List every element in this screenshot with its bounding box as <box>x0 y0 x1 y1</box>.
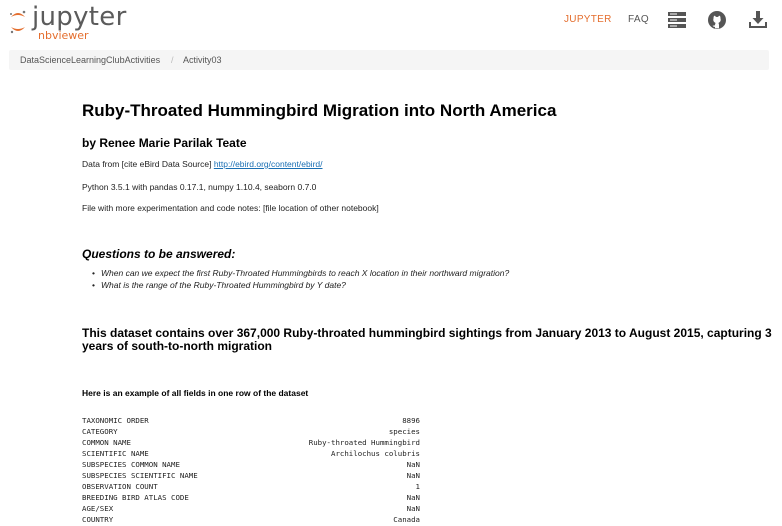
logo-subtext: nbviewer <box>38 29 89 42</box>
data-source-text: Data from [cite eBird Data Source] <box>82 159 214 169</box>
breadcrumb <box>9 50 769 70</box>
server-icon[interactable] <box>667 10 687 30</box>
jupyter-logo[interactable] <box>8 3 128 41</box>
jupyter-logo-icon <box>8 9 28 35</box>
field-row <box>82 515 420 526</box>
data-source-line <box>82 159 323 169</box>
field-name: COUNTRY <box>82 515 114 524</box>
notebook-title: Ruby-Throated Hummingbird Migration into North America <box>82 101 557 120</box>
breadcrumb-item-activity03[interactable]: Activity03 <box>183 55 222 65</box>
field-name: COMMON NAME <box>82 438 131 447</box>
question-text: What is the range of the Ruby-Throated Hummingbird by Y date? <box>101 280 346 290</box>
field-value: 8896 <box>402 416 420 425</box>
nav-link-faq[interactable]: FAQ <box>628 14 649 25</box>
download-icon[interactable] <box>748 10 768 30</box>
questions-heading: Questions to be answered: <box>82 247 236 261</box>
github-icon[interactable] <box>707 10 727 30</box>
example-heading: Here is an example of all fields in one row of the dataset <box>82 388 309 398</box>
field-name: SCIENTIFIC NAME <box>82 449 149 458</box>
breadcrumb-separator: / <box>171 55 174 65</box>
field-name: CATEGORY <box>82 427 118 436</box>
field-row <box>82 427 420 438</box>
field-row <box>82 482 420 493</box>
field-value: Ruby-throated Hummingbird <box>308 438 420 447</box>
field-value: Canada <box>393 515 420 524</box>
nav-link-jupyter[interactable]: JUPYTER <box>564 14 612 25</box>
question-item: • What is the range of the Ruby-Throated Hummingbird by Y date? <box>92 280 346 290</box>
file-note-line: File with more experimentation and code notes: [file location of other notebook] <box>82 203 379 213</box>
ebird-link[interactable]: http://ebird.org/content/ebird/ <box>213 159 323 169</box>
dataset-row-output <box>82 416 420 526</box>
field-value: NaN <box>406 471 420 480</box>
versions-line: Python 3.5.1 with pandas 0.17.1, numpy 1.10.4, seaborn 0.7.0 <box>82 182 317 192</box>
field-value: NaN <box>406 493 420 502</box>
field-name: OBSERVATION COUNT <box>82 482 158 491</box>
field-name: SUBSPECIES COMMON NAME <box>82 460 180 469</box>
breadcrumb-item-datascience[interactable]: DataScienceLearningClubActivities <box>20 55 161 65</box>
field-row <box>82 471 420 482</box>
field-row <box>82 504 420 515</box>
questions-list <box>82 268 509 292</box>
field-name: SUBSPECIES SCIENTIFIC NAME <box>82 471 198 480</box>
field-name: TAXONOMIC ORDER <box>82 416 149 425</box>
field-name: BREEDING BIRD ATLAS CODE <box>82 493 189 502</box>
dataset-heading: This dataset contains over 367,000 Ruby-throated hummingbird sightings from January 2013 to August 2015, capturing 3 years of south-to-north migration <box>82 326 772 353</box>
notebook-author: by Renee Marie Parilak Teate <box>82 136 247 150</box>
field-row <box>82 416 420 427</box>
field-row <box>82 493 420 504</box>
navbar <box>0 0 782 44</box>
field-value: species <box>388 427 420 436</box>
question-item: • When can we expect the first Ruby-Throated Hummingbirds to reach X location in their northward migration? <box>92 268 510 278</box>
question-text: When can we expect the first Ruby-Throated Hummingbirds to reach X location in their northward migration? <box>101 268 510 278</box>
logo-text: jupyter <box>32 2 127 32</box>
field-row <box>82 460 420 471</box>
field-value: Archilochus colubris <box>331 449 420 458</box>
field-value: NaN <box>406 504 420 513</box>
field-value: NaN <box>406 460 420 469</box>
field-name: AGE/SEX <box>82 504 114 513</box>
field-value: 1 <box>415 482 420 491</box>
field-row <box>82 449 420 460</box>
field-row <box>82 438 420 449</box>
